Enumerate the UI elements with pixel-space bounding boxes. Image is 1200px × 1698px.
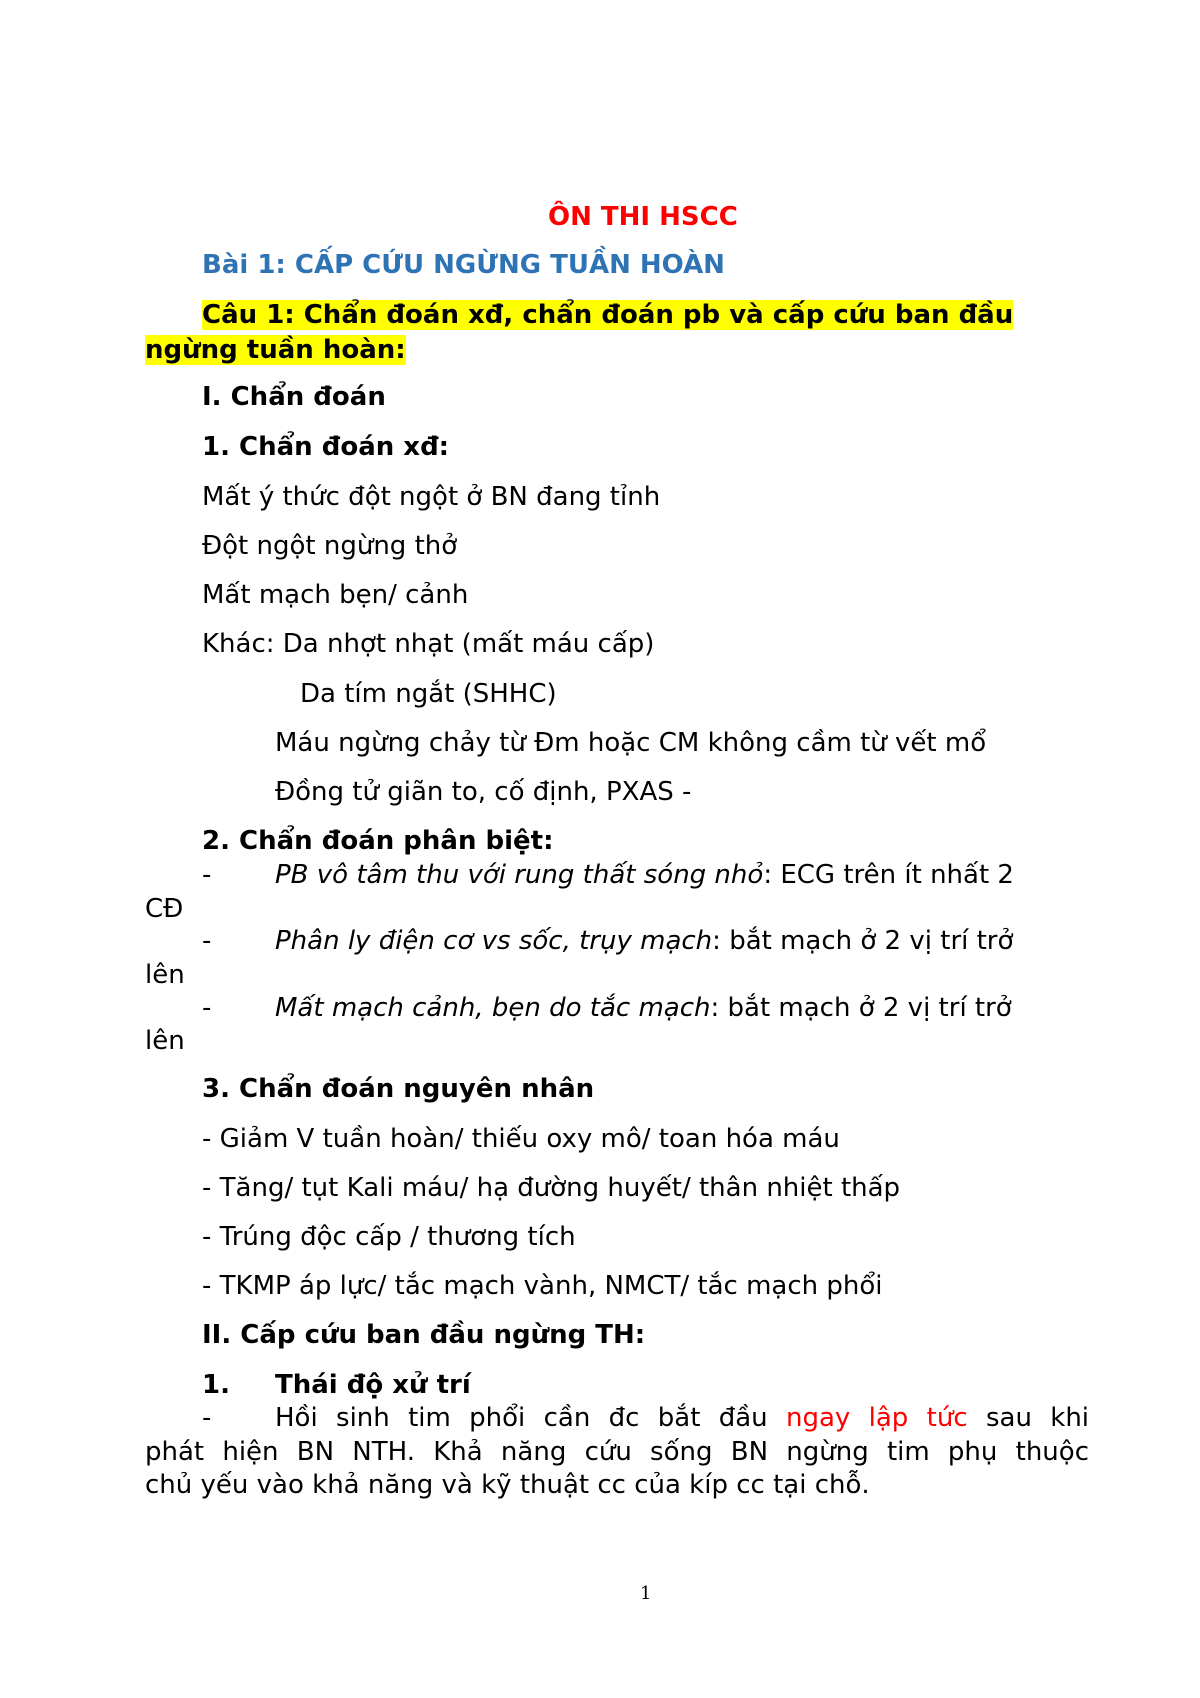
diagnosis-item: Da tím ngắt (SHHC) — [300, 679, 557, 709]
subsection-2-heading: 2. Chẩn đoán phân biệt: — [202, 826, 554, 856]
differential-term: Phân ly điện cơ vs sốc, trụy mạch — [275, 926, 713, 956]
lesson-heading: Bài 1: CẤP CỨU NGỪNG TUẦN HOÀN — [202, 250, 725, 280]
diagnosis-item: Máu ngừng chảy từ Đm hoặc CM không cầm từ vết mổ — [275, 728, 987, 758]
differential-item — [275, 926, 1013, 956]
subsection-3-heading: 3. Chẩn đoán nguyên nhân — [202, 1074, 595, 1104]
emphasis-text: ngay lập tức — [786, 1403, 968, 1433]
cause-item: - Trúng độc cấp / thương tích — [202, 1222, 576, 1252]
differential-term: PB vô tâm thu với rung thất sóng nhỏ — [275, 860, 764, 890]
paragraph-line-3: chủ yếu vào khả năng và kỹ thuật cc của kíp cc tại chỗ. — [145, 1470, 870, 1500]
diagnosis-item: Mất ý thức đột ngột ở BN đang tỉnh — [202, 482, 661, 512]
paragraph-line-1 — [275, 1403, 1089, 1433]
page-number: 1 — [640, 1583, 652, 1604]
differential-continuation: lên — [145, 960, 185, 990]
paragraph-line-2: phát hiện BN NTH. Khả năng cứu sống BN ngừng tim phụ thuộc — [145, 1437, 1089, 1467]
differential-dash: - — [202, 860, 212, 890]
differential-desc: : bắt mạch ở 2 vị trí trở — [712, 926, 1014, 956]
subsection-number: 1. — [202, 1370, 230, 1400]
differential-item — [275, 993, 1012, 1023]
diagnosis-item: Khác: Da nhợt nhạt (mất máu cấp) — [202, 629, 655, 659]
subsection-1-heading: 1. Chẩn đoán xđ: — [202, 432, 450, 462]
question-line-1 — [202, 300, 1013, 330]
subsection-heading: Thái độ xử trí — [275, 1370, 471, 1400]
cause-item: - Tăng/ tụt Kali máu/ hạ đường huyết/ thân nhiệt thấp — [202, 1173, 901, 1203]
differential-continuation: CĐ — [145, 894, 184, 924]
paragraph-text: Hồi sinh tim phổi cần đc bắt đầu — [275, 1403, 768, 1433]
document-title: ÔN THI HSCC — [548, 202, 738, 232]
section-1-heading: I. Chẩn đoán — [202, 382, 386, 412]
differential-dash: - — [202, 926, 212, 956]
paragraph-text: sau khi — [985, 1403, 1090, 1433]
paragraph-dash: - — [202, 1403, 212, 1433]
section-2-heading: II. Cấp cứu ban đầu ngừng TH: — [202, 1320, 646, 1350]
differential-desc: : ECG trên ít nhất 2 — [763, 860, 1014, 890]
cause-item: - TKMP áp lực/ tắc mạch vành, NMCT/ tắc mạch phổi — [202, 1271, 883, 1301]
question-text-1: Câu 1: Chẩn đoán xđ, chẩn đoán pb và cấp cứu ban đầu — [202, 300, 1014, 330]
question-line-2 — [145, 335, 406, 365]
differential-dash: - — [202, 993, 212, 1023]
differential-item — [275, 860, 1014, 890]
question-text-2: ngừng tuần hoàn: — [145, 335, 406, 365]
differential-term: Mất mạch cảnh, bẹn do tắc mạch — [275, 993, 711, 1023]
cause-item: - Giảm V tuần hoàn/ thiếu oxy mô/ toan hóa máu — [202, 1124, 840, 1154]
diagnosis-item: Đột ngột ngừng thở — [202, 531, 458, 561]
diagnosis-item: Đồng tử giãn to, cố định, PXAS - — [275, 777, 692, 807]
differential-continuation: lên — [145, 1026, 185, 1056]
diagnosis-item: Mất mạch bẹn/ cảnh — [202, 580, 469, 610]
differential-desc: : bắt mạch ở 2 vị trí trở — [710, 993, 1012, 1023]
